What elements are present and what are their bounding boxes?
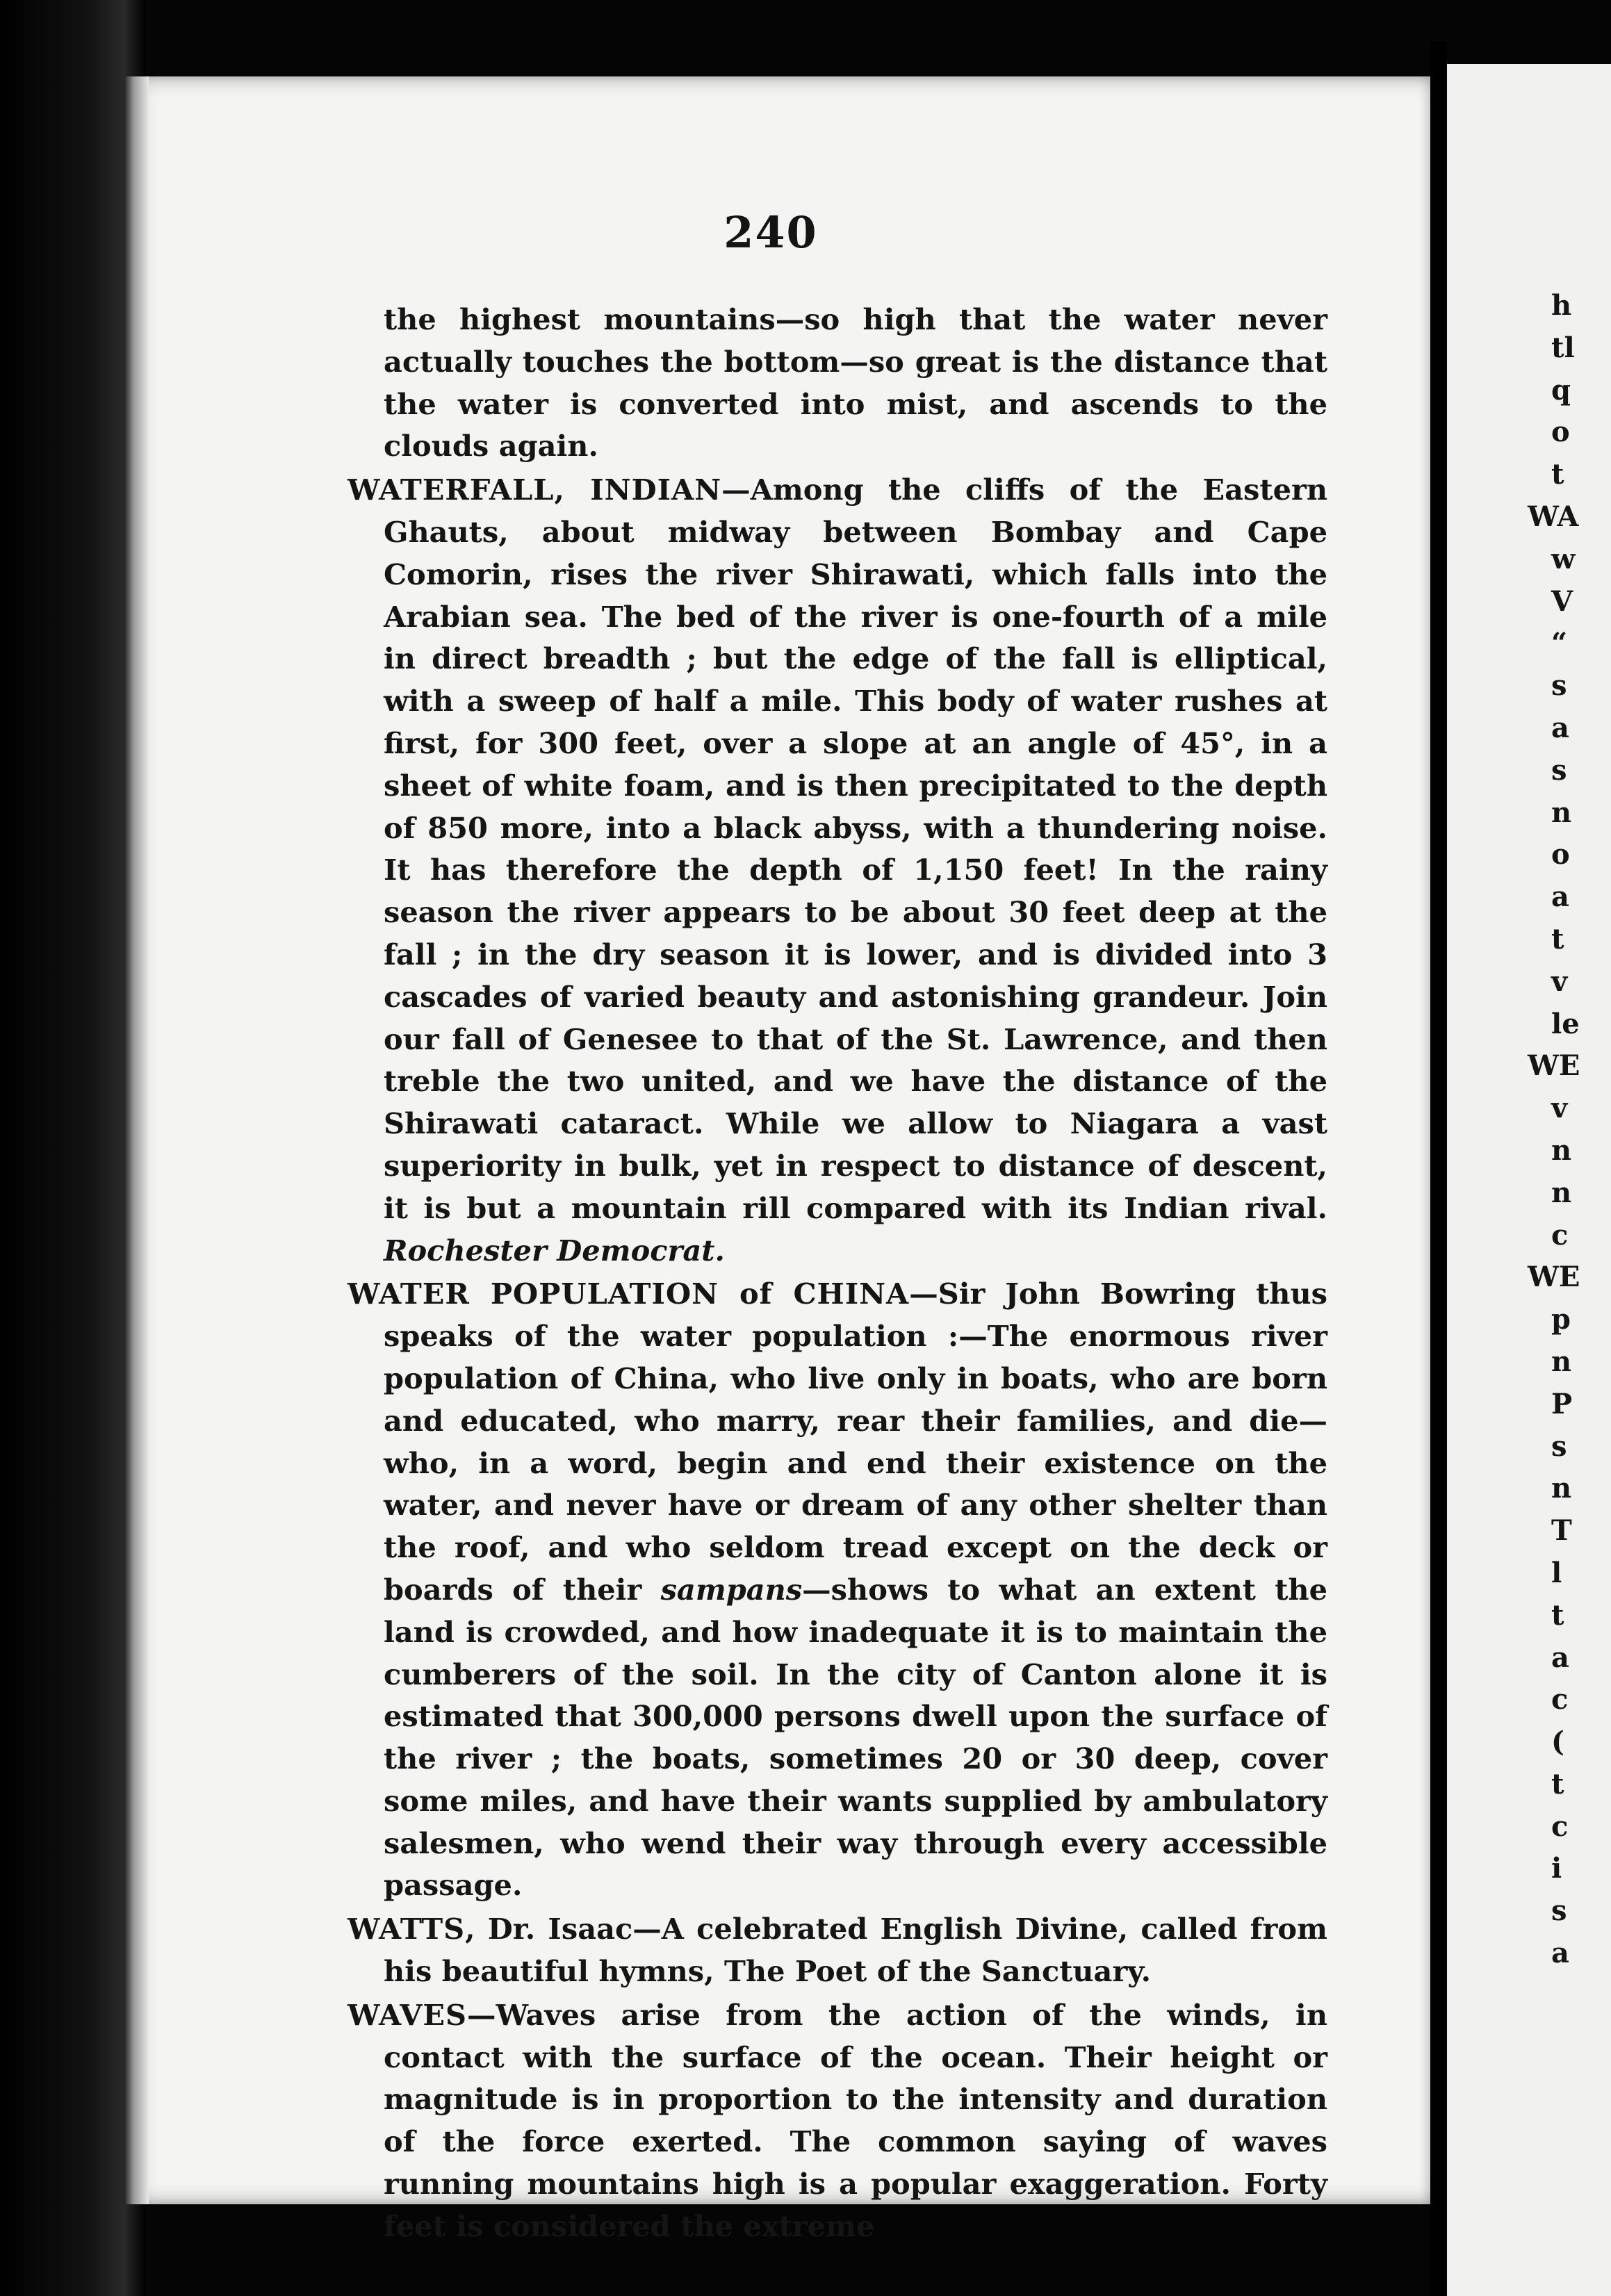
facing-page-fragment: h: [1551, 289, 1572, 322]
facing-page-fragment: a: [1551, 1937, 1569, 1970]
entry-waves: [347, 1994, 1327, 2248]
facing-page-fragment: a: [1551, 711, 1569, 744]
facing-page-fragment: i: [1551, 1852, 1562, 1885]
entry-body: —Among the cliffs of the Eastern Ghauts, about midway between Bombay and Cape Comorin, rises the river Shirawati, which falls into the Arabian sea. The bed of the river is one-fourth of a mile in direct breadth ; but the edge of the fall is elliptical, with a sweep of half a mile. This body of water rushes at first, for 300 feet, over a slope at an angle of 45°, in a sheet of white foam, and is then precipitated to the depth of 850 more, into a black abyss, with a thundering noise. It has therefore the depth of 1,150 feet! In the rainy season the river appears to be about 30 feet deep at the fall ; in the dry season it is lower, and is divided into 3 cascades of varied beauty and astonishing grandeur. Join our fall of Genesee to that of the St. Lawrence, and then treble the two united, and we have the distance of the Shirawati cataract. While we allow to Niagara a vast superiority in bulk, yet in respect to distance of descent, it is but a mountain rill compared with its Indian rival.: [384, 473, 1328, 1225]
facing-page-fragment: “: [1551, 627, 1568, 660]
facing-page-fragment: c: [1551, 1218, 1569, 1252]
facing-page-fragment: s: [1551, 1429, 1567, 1463]
facing-page-fragment: c: [1551, 1810, 1569, 1843]
facing-page-fragment: t: [1551, 1767, 1564, 1801]
facing-page-fragment: WE: [1528, 1049, 1580, 1083]
facing-page-fragment: v: [1551, 1092, 1568, 1125]
facing-page-fragment: t: [1551, 922, 1564, 956]
entry-body: —Waves arise from the action of the winds, in contact with the surface of the ocean. Their height or magnitude is in proportion to the intensity and duration of the force exerted. The common saying of waves running mountains high is a popular exaggeration. Forty feet is considered the extreme: [384, 1997, 1327, 2243]
facing-page-fragment: p: [1551, 1303, 1571, 1336]
facing-page-fragment: a: [1551, 1641, 1569, 1674]
entry-italic-word: sampans: [660, 1572, 803, 1607]
facing-page-fragment: t: [1551, 1598, 1564, 1632]
facing-page-fragment: a: [1551, 880, 1569, 914]
page-gutter: [1430, 42, 1447, 2296]
facing-page-fragment: n: [1551, 796, 1572, 829]
entry-headword: WATER POPULATION of CHINA: [347, 1277, 910, 1311]
page-text: [347, 299, 1327, 2249]
entry-watts: [347, 1908, 1327, 1993]
facing-page-fragment: v: [1551, 965, 1568, 998]
entry-headword: WAVES: [347, 1997, 467, 2032]
facing-page-fragment: t: [1551, 458, 1564, 491]
facing-page-fragment: s: [1551, 1894, 1567, 1928]
facing-page-fragment: o: [1551, 838, 1570, 871]
facing-page-fragment: n: [1551, 1176, 1572, 1209]
facing-page-fragment: n: [1551, 1133, 1572, 1167]
entry-body: —Sir John Bowring thus speaks of the water population :—The enormous river population of China, who live only in boats, who are born and educated, who marry, rear their families, and die—who, in a word, begin and end their existence on the water, and never have or dream of any other shelter than the roof, and who seldom tread except on the deck or boards of their: [384, 1277, 1327, 1607]
facing-page-text-fragments: [1528, 285, 1611, 1975]
facing-page-fragment: (: [1551, 1725, 1564, 1759]
facing-page-fragment: tl: [1551, 331, 1575, 364]
facing-page-fragment: V: [1551, 584, 1573, 618]
facing-page-fragment: WE: [1528, 1261, 1580, 1294]
facing-page-fragment: q: [1551, 373, 1571, 407]
facing-page-fragment: P: [1551, 1387, 1573, 1420]
entry-body-continued: —shows to what an extent the land is crowded, and how inadequate it is to maintain the cumberers of the soil. In the city of Canton alone it is estimated that 300,000 persons dwell upon the surface of the river ; the boats, sometimes 20 or 30 deep, cover some miles, and have their wants supplied by ambulatory salesmen, who wend their way through every accessible passage.: [384, 1572, 1327, 1903]
page-number: 240: [723, 207, 818, 258]
entry-headword: WATERFALL, INDIAN: [347, 473, 722, 507]
facing-page-fragment: l: [1551, 1556, 1562, 1589]
entry-headword: WATTS: [347, 1912, 466, 1946]
entry-waterfall-indian: [347, 469, 1327, 1272]
entry-body: , Dr. Isaac—A celebrated English Divine, called from his beautiful hymns, The Poet of the Sanctuary.: [384, 1912, 1327, 1989]
facing-page-fragment: s: [1551, 753, 1567, 787]
facing-page-fragment: o: [1551, 416, 1570, 449]
facing-page-fragment: s: [1551, 669, 1567, 703]
facing-page-fragment: n: [1551, 1345, 1572, 1378]
facing-page-fragment: n: [1551, 1472, 1572, 1505]
entry-source: Rochester Democrat.: [384, 1233, 725, 1268]
facing-page-fragment: WA: [1528, 500, 1579, 533]
entry-water-population-china: [347, 1273, 1327, 1907]
continuation-paragraph: the highest mountains—so high that the water never actually touches the bottom—so great is the distance that the water is converted into mist, and ascends to the clouds again.: [384, 302, 1327, 464]
facing-page-fragment: le: [1551, 1007, 1580, 1040]
facing-page-fragment: c: [1551, 1683, 1569, 1716]
facing-page-fragment: w: [1551, 542, 1576, 575]
facing-page-fragment: T: [1551, 1514, 1572, 1548]
